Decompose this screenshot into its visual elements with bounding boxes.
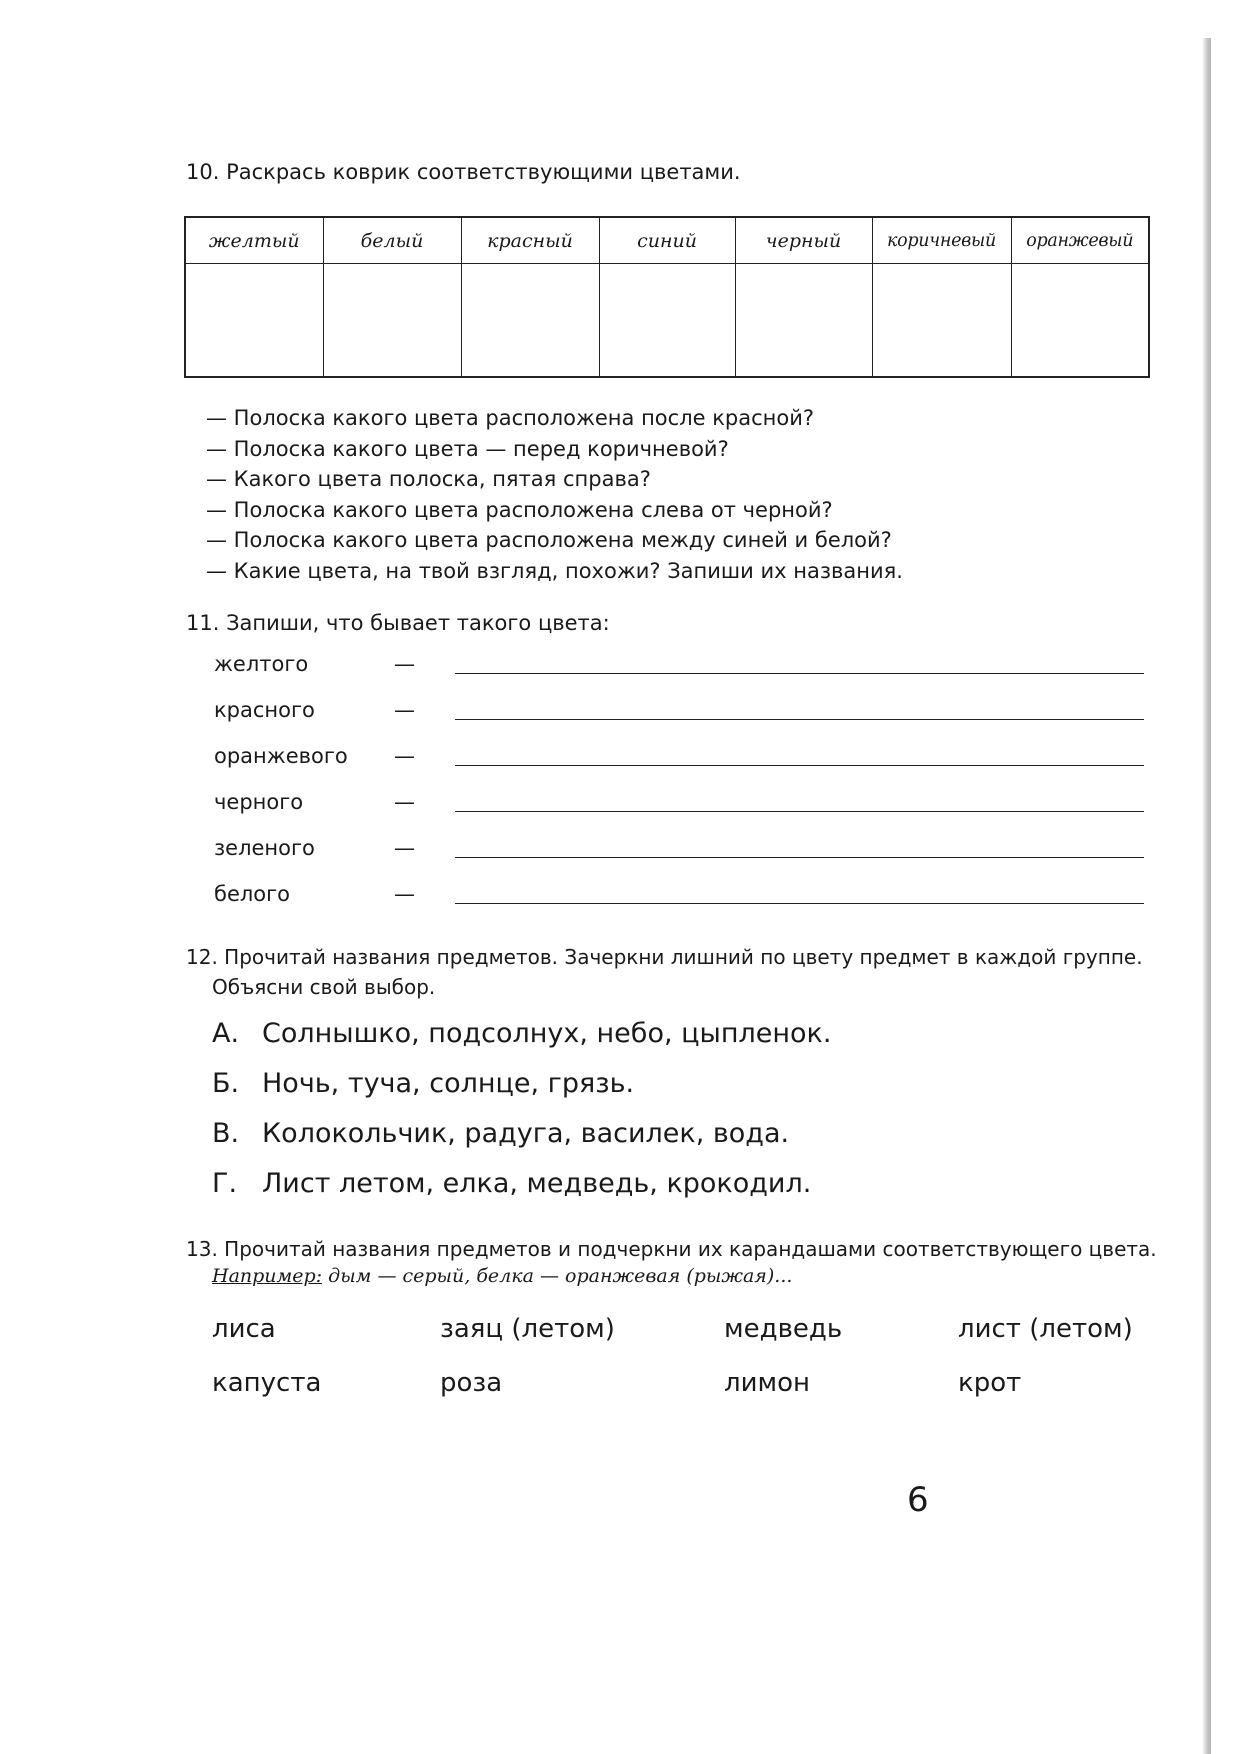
- fill-row: [214, 876, 1144, 912]
- rug-header-cell: коричневый: [872, 217, 1011, 264]
- rug-stripe-cell[interactable]: [185, 264, 323, 378]
- dash: —: [394, 698, 415, 722]
- option-item: [212, 1066, 634, 1102]
- option-letter: В.: [212, 1118, 240, 1149]
- rug-header-cell: черный: [735, 217, 872, 264]
- option-item: [212, 1166, 811, 1202]
- rug-header-cell: белый: [323, 217, 461, 264]
- option-text[interactable]: Солнышко, подсолнух, небо, цыпленок.: [262, 1018, 832, 1049]
- question-item: — Полоска какого цвета расположена между синей и белой?: [206, 528, 892, 553]
- color-word: оранжевого: [214, 744, 348, 768]
- option-letter: Г.: [212, 1168, 238, 1199]
- color-word: красного: [214, 698, 315, 722]
- rug-header-cell: оранжевый: [1011, 217, 1149, 264]
- question-item: — Какие цвета, на твой взгляд, похожи? Запиши их названия.: [206, 558, 903, 583]
- rug-header-cell: желтый: [185, 217, 323, 264]
- word-item[interactable]: медведь: [724, 1314, 843, 1344]
- rug-stripe-cell[interactable]: [1011, 264, 1149, 378]
- word-item[interactable]: лимон: [724, 1368, 811, 1398]
- rug-table: [184, 216, 1150, 378]
- rug-stripe-cell[interactable]: [461, 264, 599, 378]
- word-item[interactable]: роза: [440, 1368, 503, 1398]
- color-word: зеленого: [214, 836, 315, 860]
- question-item: — Какого цвета полоска, пятая справа?: [206, 467, 651, 492]
- dash: —: [394, 836, 415, 860]
- answer-line[interactable]: [455, 673, 1144, 674]
- word-item[interactable]: капуста: [212, 1368, 322, 1398]
- color-word: белого: [214, 882, 291, 906]
- fill-row: [214, 830, 1144, 866]
- fill-row: [214, 738, 1144, 774]
- task-13-title: 13. Прочитай названия предметов и подчеркни их карандашами соответствующего цвета.: [186, 1237, 1157, 1261]
- option-letter: Б.: [212, 1068, 240, 1099]
- word-item[interactable]: заяц (летом): [440, 1314, 615, 1344]
- option-item: [212, 1016, 831, 1052]
- question-item: — Полоска какого цвета — перед коричневой?: [206, 436, 729, 461]
- example-text: дым — серый, белка — оранжевая (рыжая)...: [322, 1265, 793, 1287]
- task-10-questions: [206, 403, 903, 587]
- word-item[interactable]: лиса: [212, 1314, 276, 1344]
- answer-line[interactable]: [455, 857, 1144, 858]
- dash: —: [394, 882, 415, 906]
- task-12-title-cont: Объясни свой выбор.: [212, 975, 436, 999]
- task-12-title: 12. Прочитай названия предметов. Зачеркни лишний по цвету предмет в каждой группе.: [186, 945, 1143, 969]
- task-10-title: 10. Раскрась коврик соответствующими цветами.: [186, 160, 741, 184]
- word-item[interactable]: крот: [958, 1368, 1022, 1398]
- scan-edge-shadow: [1202, 38, 1211, 1754]
- fill-row: [214, 784, 1144, 820]
- dash: —: [394, 744, 415, 768]
- task-11-title: 11. Запиши, что бывает такого цвета:: [186, 611, 610, 635]
- question-item: — Полоска какого цвета расположена после красной?: [206, 406, 815, 430]
- color-word: желтого: [214, 652, 309, 676]
- answer-line[interactable]: [455, 765, 1144, 766]
- dash: —: [394, 652, 415, 676]
- color-word: черного: [214, 790, 304, 814]
- dash: —: [394, 790, 415, 814]
- word-item[interactable]: лист (летом): [958, 1314, 1133, 1344]
- rug-header-cell: красный: [461, 217, 599, 264]
- option-text[interactable]: Колокольчик, радуга, василек, вода.: [262, 1118, 790, 1149]
- page-number: 6: [907, 1480, 929, 1520]
- option-item: [212, 1116, 789, 1152]
- rug-stripe-cell[interactable]: [599, 264, 735, 378]
- rug-header-row: [185, 217, 1149, 264]
- task-13-example: [212, 1265, 792, 1287]
- rug-stripe-cell[interactable]: [735, 264, 872, 378]
- answer-line[interactable]: [455, 811, 1144, 812]
- option-text[interactable]: Лист летом, елка, медведь, крокодил.: [262, 1168, 812, 1199]
- option-text[interactable]: Ночь, туча, солнце, грязь.: [262, 1068, 635, 1099]
- rug-header-cell: синий: [599, 217, 735, 264]
- example-lead: Например:: [212, 1265, 323, 1287]
- rug-stripe-cell[interactable]: [872, 264, 1011, 378]
- question-item: — Полоска какого цвета расположена слева от черной?: [206, 497, 833, 522]
- answer-line[interactable]: [455, 903, 1144, 904]
- answer-line[interactable]: [455, 719, 1144, 720]
- fill-row: [214, 646, 1144, 682]
- rug-stripe-cell[interactable]: [323, 264, 461, 378]
- rug-stripe-row: [185, 264, 1149, 378]
- fill-row: [214, 692, 1144, 728]
- option-letter: А.: [212, 1018, 240, 1049]
